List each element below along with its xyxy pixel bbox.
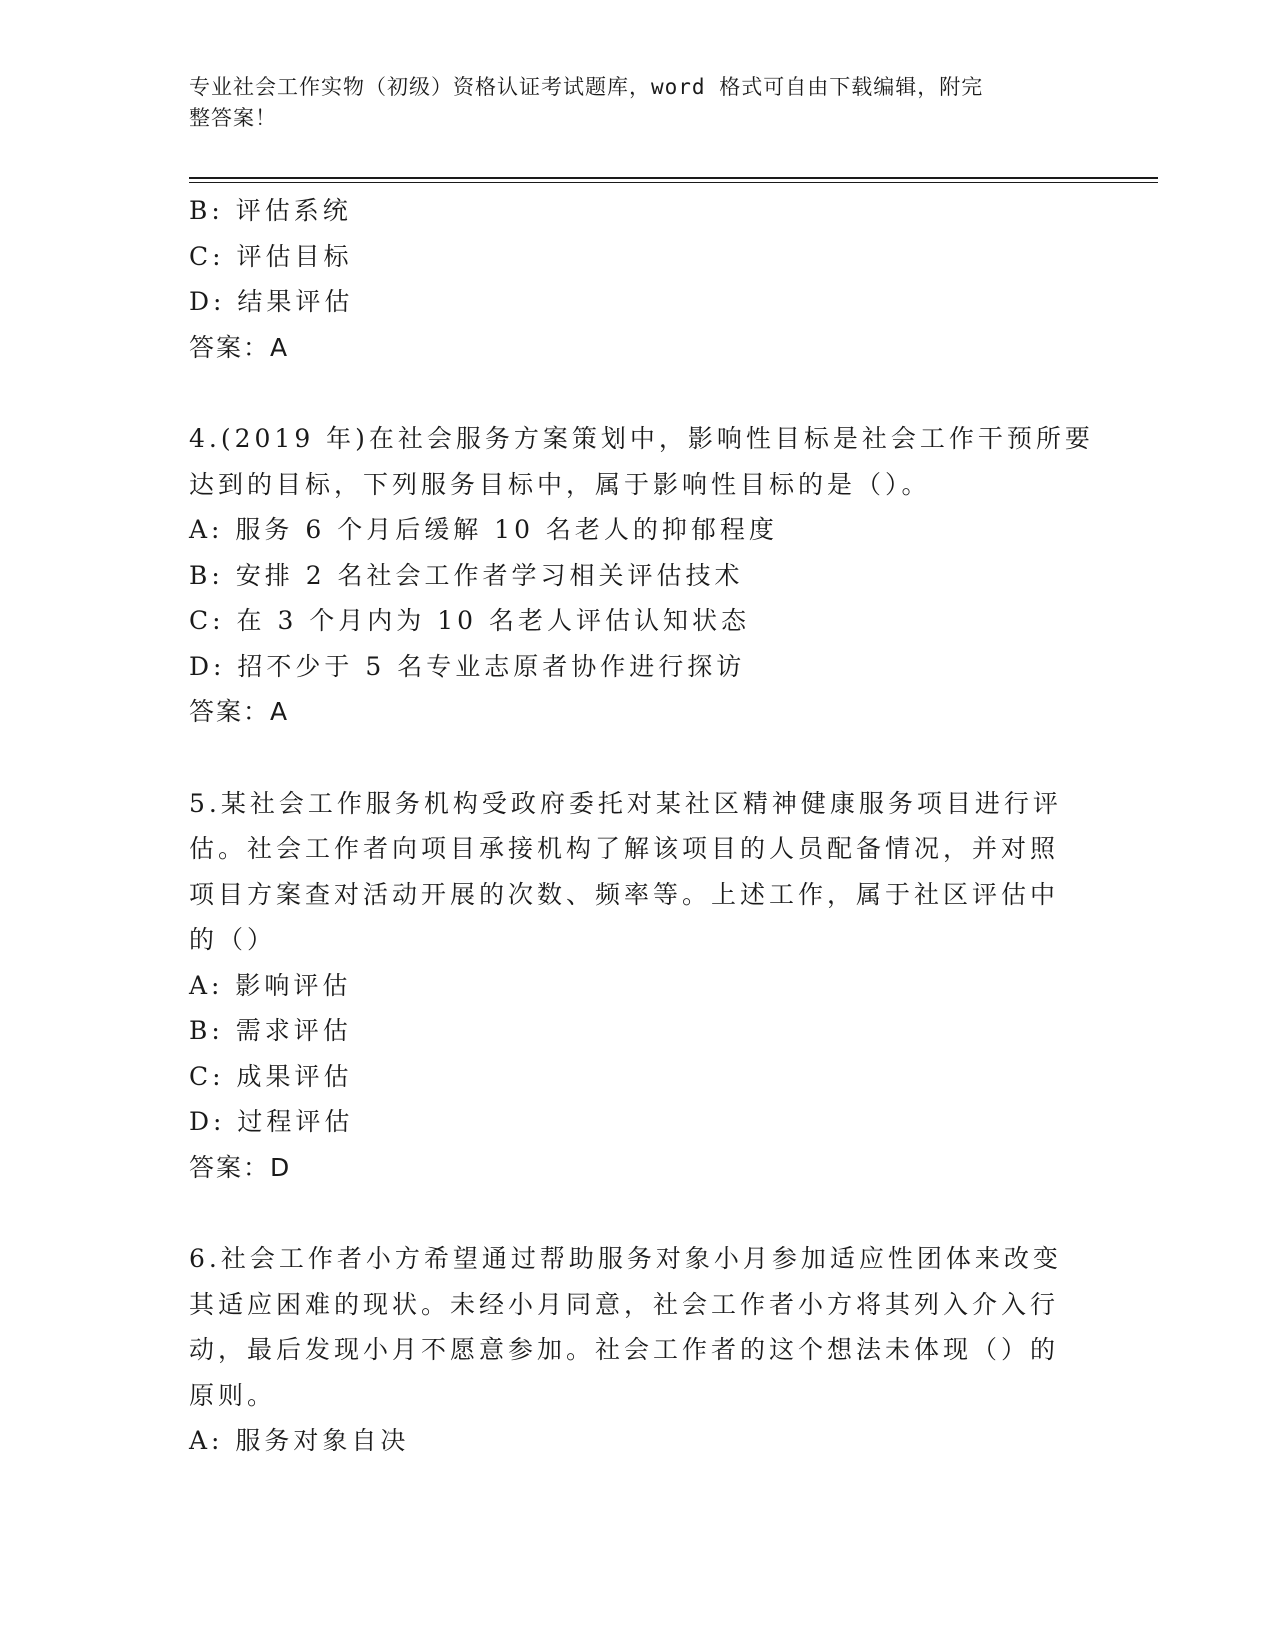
answer-line: 答案：A [189,332,290,362]
question-stem-line: 5.某社会工作服务机构受政府委托对某社区精神健康服务项目进行评 [189,788,1062,818]
option-b: B: 评估系统 [189,196,352,225]
answer-line: 答案：D [189,1152,292,1182]
option-d: D: 招不少于 5 名专业志原者协作进行探访 [189,651,746,681]
question-stem-line: 4.(2019 年)在社会服务方案策划中，影响性目标是社会工作干预所要 [189,424,1094,453]
question-stem-line: 项目方案查对活动开展的次数、频率等。上述工作，属于社区评估中 [189,879,1060,909]
question-4 [189,416,1094,735]
option-a: A: 影响评估 [189,970,352,1000]
question-stem-line: 达到的目标，下列服务目标中，属于影响性目标的是（）。 [189,469,931,499]
question-stem-line: 6.社会工作者小方希望通过帮助服务对象小月参加适应性团体来改变 [189,1244,1062,1273]
question-stem-line: 的（） [189,925,277,954]
option-b: B: 需求评估 [189,1016,352,1045]
option-c: C: 在 3 个月内为 10 名老人评估认知状态 [189,606,751,635]
option-d: D: 过程评估 [189,1107,354,1136]
spacer [189,370,1069,416]
header-line: 专业社会工作实物（初级）资格认证考试题库，word 格式可自由下载编辑，附完 [189,75,984,99]
question-6 [189,1236,1069,1464]
question-stem-line: 动，最后发现小月不愿意参加。社会工作者的这个想法未体现（）的 [189,1335,1060,1364]
question-3-tail [189,188,1069,370]
spacer [189,1190,1069,1236]
option-a: A: 服务 6 个月后缓解 10 名老人的抑郁程度 [189,515,778,544]
header-line: 整答案！ [189,106,277,130]
document-header [189,72,1069,134]
option-c: C: 评估目标 [189,241,353,271]
question-5 [189,781,1069,1191]
option-b: B: 安排 2 名社会工作者学习相关评估技术 [189,560,744,590]
question-stem-line: 其适应困难的现状。未经小月同意，社会工作者小方将其列入介入行 [189,1289,1060,1319]
question-stem-line: 估。社会工作者向项目承接机构了解该项目的人员配备情况，并对照 [189,834,1060,863]
question-stem-line: 原则。 [189,1380,277,1410]
option-d: D: 结果评估 [189,287,354,316]
option-a: A: 服务对象自决 [189,1426,410,1455]
spacer [189,735,1069,781]
answer-line: 答案：A [189,697,290,726]
header-divider-thick [189,177,1158,179]
question-content [189,188,1094,1464]
option-c: C: 成果评估 [189,1061,353,1091]
header-divider-thin [189,182,1158,183]
